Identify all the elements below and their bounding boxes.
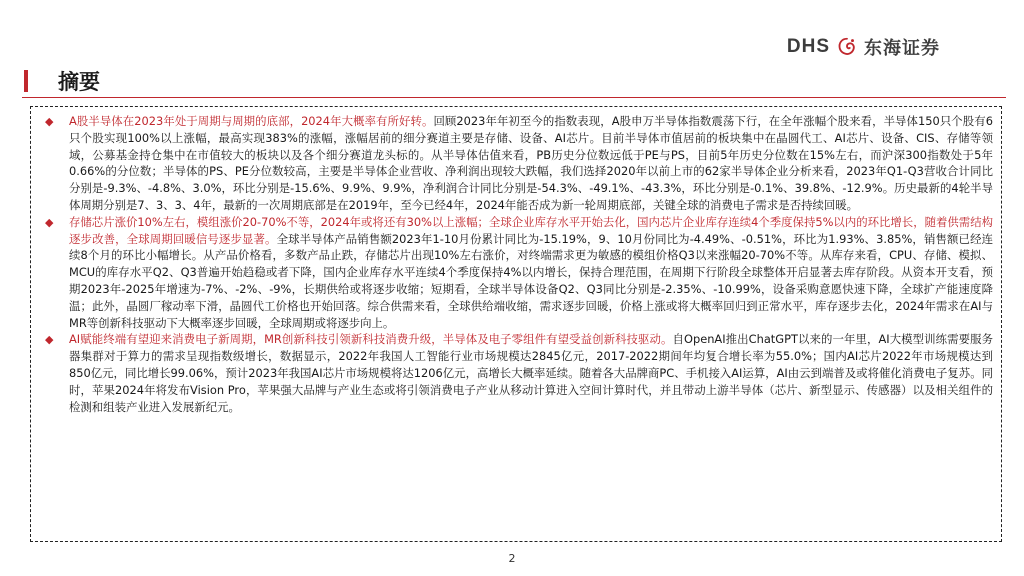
red-diamond-icon: ◆ bbox=[45, 115, 54, 128]
brand-name-cn: 东海证券 bbox=[864, 38, 940, 59]
summary-bullet-2 bbox=[41, 214, 993, 332]
summary-bullet-3 bbox=[41, 331, 993, 415]
title-divider bbox=[22, 97, 1006, 98]
red-diamond-icon: ◆ bbox=[45, 215, 54, 229]
bullet-highlight: 存储芯片涨价10%左右，模组涨价20-70%不等，2024年或将还有30%以上涨幅；全球企业库存水平开始去化，国内芯片企业库存连续4个季度保持5%以内的环比增长，随着供需结构逐步改善，全球周期回暖信号逐步显著。 bbox=[69, 214, 993, 246]
bullet-highlight: A股半导体在2023年处于周期与周期的底部，2024年大概率有所好转。 bbox=[69, 114, 434, 128]
summary-box bbox=[30, 106, 1002, 542]
red-diamond-icon: ◆ bbox=[45, 333, 54, 347]
brand-name-en: DHS bbox=[786, 36, 830, 57]
dragon-emblem-icon bbox=[836, 36, 858, 58]
page-title: 摘要 bbox=[58, 70, 100, 94]
bullet-body: 全球半导体产品销售额2023年1-10月份累计同比为-15.19%，9、10月份同比为-4.49%、-0.51%，环比为1.93%、3.85%，销售额已经连续8个月的环比小幅增长。从产品价格看，多数产品止跌，存储芯片出现10%左右涨价，对终端需求更为敏感的模组价格Q3以来涨幅20-70%不等。从库存来看，CPU、存储、模拟、MCU的库存水平Q2、Q3普遍开始趋稳或者下降，国内企业库存水平连续4个季度保持4%以内增长，保持合理范围，在周期下行阶段全球整体开启显著去库存阶段。从资本开支看，预期2023年-2025年增速为-7%、-2%、-9%，长期供给或将逐步收缩；短期看，全球半导体设备Q2、Q3同比分别是-2.35%、-10.99%，设备采购意愿快速下降，全球扩产能速度降温；此外，晶圆厂稼动率下滑，晶圆代工价格也开始回落。综合供需来看，全球供给端收缩，需求逐步回暖，价格上涨或将大概率回归到正常水平，库存逐步去化，2024年需求在AI与MR等创新科技驱动下大概率逐步回暖，全球周期或将逐步向上。 bbox=[69, 231, 993, 330]
page-number: 2 bbox=[508, 552, 516, 565]
summary-bullet-1 bbox=[41, 113, 993, 214]
bullet-body: 回顾2023年年初至今的指数表现，A股申万半导体指数震荡下行，在全年涨幅个股来看，半导体150只个股有6只个股实现100%以上涨幅，最高实现383%的涨幅，涨幅居前的细分赛道主要是存储、设备、AI芯片。目前半导体市值居前的板块集中在晶圆代工、AI芯片、设备、CIS、存储等领域，公募基金持仓集中在市值较大的板块以及各个细分赛道龙头标的。从半导体估值来看，PB历史分位数远低于PE与PS，目前5年历史分位数在15%左右，而沪深300指数处于5年0.66%的分位数；半导体的PS、PE分位数较高，主要是半导体企业营收、净利润出现较大跌幅，我们选择2020年以前上市的62家半导体企业分析来看，2023年Q1-Q3营收合计同比分别是-9.3%、-4.8%、3.0%，环比分别是-15.6%、9.9%、9.9%，净利润合计同比分别是-54.3%、-49.1%、-43.3%，环比分别是-0.1%、39.8%、-12.9%。历史最新的4轮半导体周期分别是7、3、3、4年，最新的一次周期底部是在2019年，至今已经4年，2024年能否成为新一轮周期底部，关键全球的消费电子需求是否持续回暖。 bbox=[69, 114, 993, 212]
title-accent-bar bbox=[24, 70, 28, 92]
bullet-body: 自OpenAI推出ChatGPT以来的一年里，AI大模型训练需要服务器集群对于算力的需求呈现指数级增长，数据显示，2022年我国人工智能行业市场规模达2845亿元，2017-2022期间年均复合增长率为55.0%；国内AI芯片2022年市场规模达到850亿元，同比增长99.06%，预计2023年我国AI芯片市场规模将达1206亿元，高增长大概率延续。随着各大品牌商PC、手机接入AI运算，AI由云到端普及或将催化消费电子复苏。同时，苹果2024年将发布Vision Pro，苹果强大品牌与产业生态或将引领消费电子产业从移动计算进入空间计算时代，并且带动上游半导体（芯片、新型显示、传感器）以及相关组件的检测和组装产业进入发展新纪元。 bbox=[69, 332, 993, 414]
brand-logo bbox=[787, 34, 940, 60]
bullet-highlight: AI赋能终端有望迎来消费电子新周期，MR创新科技引领新科技消费升级，半导体及电子零组件有望受益创新科技驱动。 bbox=[69, 332, 673, 347]
